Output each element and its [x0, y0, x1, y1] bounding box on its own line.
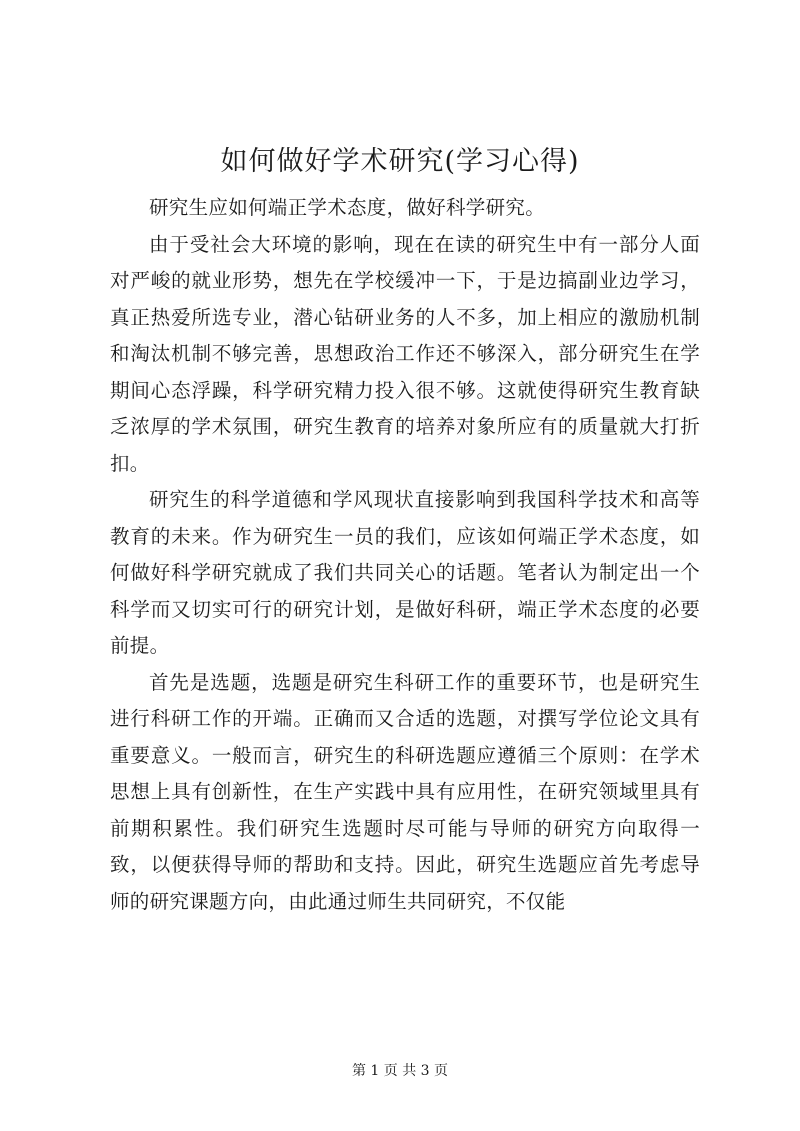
paragraph-2: 由于受社会大环境的影响，现在在读的研究生中有一部分人面对严峻的就业形势，想先在学校缓冲一下，于是边搞副业边学习，真正热爱所选专业，潜心钻研业务的人不多，加上相应的激励机制和淘汰机制不够完善，思想政治工作还不够深入，部分研究生在学期间心态浮躁，科学研究精力投入很不够。这就使得研究生教育缺乏浓厚的学术氛围，研究生教育的培养对象所应有的质量就大打折扣。 [110, 232, 700, 475]
document-title: 如何做好学术研究(学习心得) [220, 146, 580, 177]
paragraph-4: 首先是选题，选题是研究生科研工作的重要环节，也是研究生进行科研工作的开端。正确而又合适的选题，对撰写学位论文具有重要意义。一般而言，研究生的科研选题应遵循三个原则：在学术思想上具有创新性，在生产实践中具有应用性，在研究领域里具有前期积累性。我们研究生选题时尽可能与导师的研究方向取得一致，以便获得导师的帮助和支持。因此，研究生选题应首先考虑导师的研究课题方向，由此通过师生共同研究，不仅能 [110, 670, 700, 913]
paragraph-1: 研究生应如何端正学术态度，做好科学研究。 [149, 196, 546, 219]
page-number-footer: 第 1 页 共 3 页 [351, 1063, 449, 1079]
paragraph-3: 研究生的科学道德和学风现状直接影响到我国科学技术和高等教育的未来。作为研究生一员的我们，应该如何端正学术态度，如何做好科学研究就成了我们共同关心的话题。笔者认为制定出一个科学而又切实可行的研究计划，是做好科研，端正学术态度的必要前提。 [110, 488, 700, 657]
document-body [110, 190, 700, 920]
